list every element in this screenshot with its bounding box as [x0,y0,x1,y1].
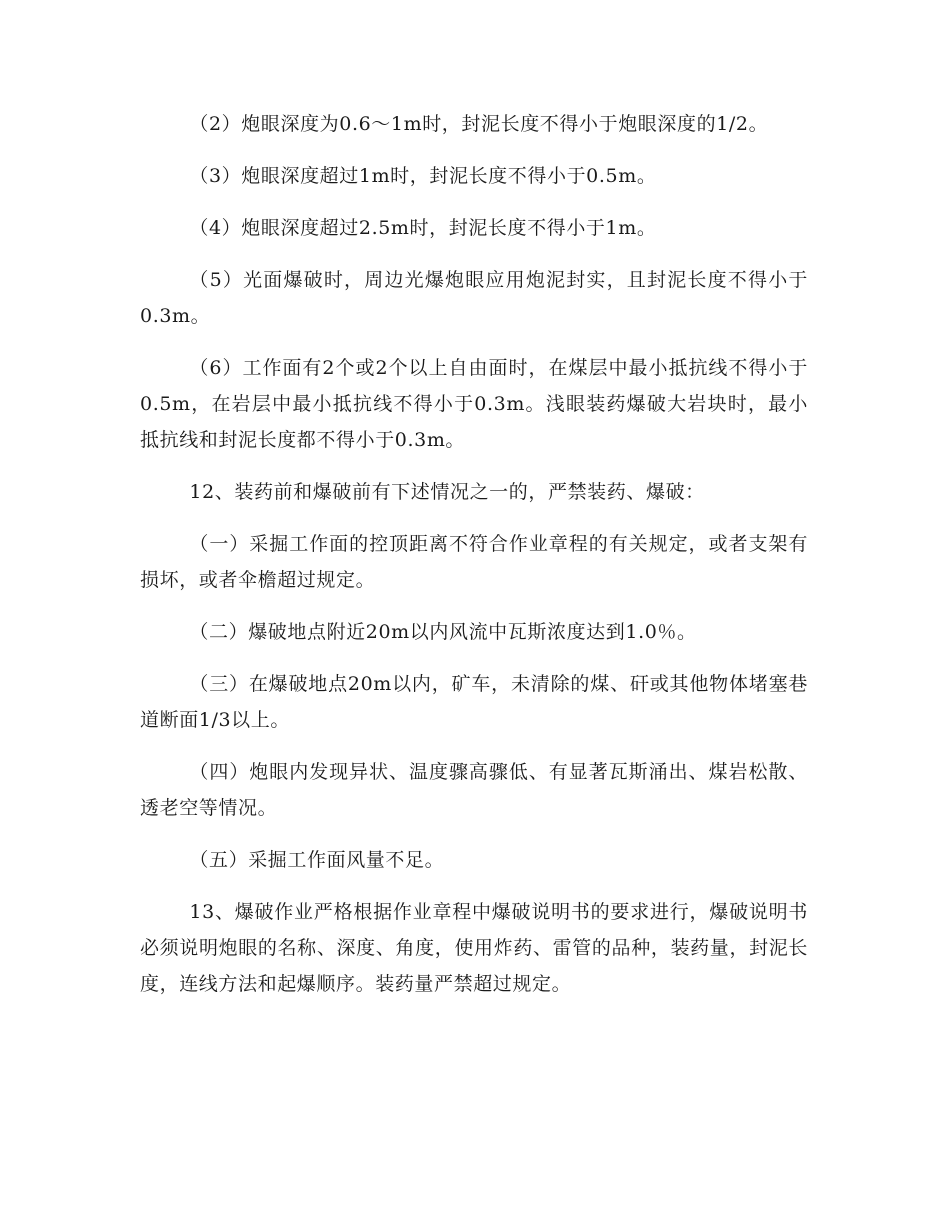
section-13-paragraph: 13、爆破作业严格根据作业章程中爆破说明书的要求进行，爆破说明书必须说明炮眼的名称、深度、角度，使用炸药、雷管的品种，装药量，封泥长度，连线方法和起爆顺序。装药量严禁超过规定。 [140,901,808,995]
item-3: （三）在爆破地点20m以内，矿车，未清除的煤、矸或其他物体堵塞巷道断面1/3以上。 [140,673,808,731]
item-5: （五）采掘工作面风量不足。 [189,849,445,871]
item-4: （四）炮眼内发现异状、温度骤高骤低、有显著瓦斯涌出、煤岩松散、透老空等情况。 [140,761,808,819]
document-body [140,106,808,1018]
paragraph-6: （6）工作面有2个或2个以上自由面时，在煤层中最小抵抗线不得小于0.5m，在岩层中最小抵抗线不得小于0.3m。浅眼装药爆破大岩块时，最小抵抗线和封泥长度都不得小于0.3m。 [140,357,808,451]
item-2: （二）爆破地点附近20m以内风流中瓦斯浓度达到1.0％。 [189,621,697,643]
paragraph-5: （5）光面爆破时，周边光爆炮眼应用炮泥封实，且封泥长度不得小于0.3m。 [140,269,808,327]
paragraph-3: （3）炮眼深度超过1m时，封泥长度不得小于0.5m。 [189,165,657,187]
paragraph-4: （4）炮眼深度超过2.5m时，封泥长度不得小于1m。 [189,217,657,239]
paragraph-2: （2）炮眼深度为0.6～1m时，封泥长度不得小于炮眼深度的1/2。 [189,113,769,135]
section-12-heading: 12、装药前和爆破前有下述情况之一的，严禁装药、爆破： [189,481,705,503]
item-1: （一）采掘工作面的控顶距离不符合作业章程的有关规定，或者支架有损坏，或者伞檐超过规定。 [140,533,808,591]
